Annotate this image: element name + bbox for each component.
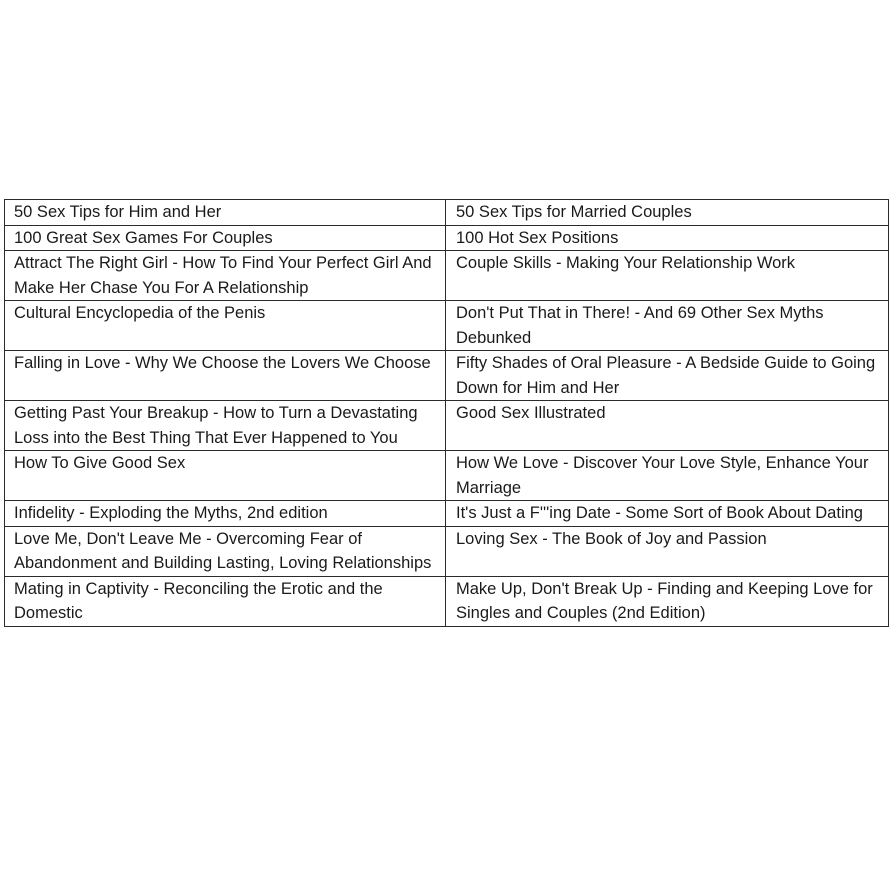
table-cell: 100 Hot Sex Positions — [446, 225, 889, 251]
table-cell: Loving Sex - The Book of Joy and Passion — [446, 526, 889, 576]
table-row — [5, 251, 889, 301]
table-row — [5, 200, 889, 226]
table-cell: Love Me, Don't Leave Me - Overcoming Fear of Abandonment and Building Lasting, Loving Relationships — [5, 526, 446, 576]
table-row — [5, 451, 889, 501]
table-cell: How To Give Good Sex — [5, 451, 446, 501]
table-row — [5, 401, 889, 451]
table-cell: Falling in Love - Why We Choose the Lovers We Choose — [5, 351, 446, 401]
table-cell: Couple Skills - Making Your Relationship Work — [446, 251, 889, 301]
table-cell: How We Love - Discover Your Love Style, Enhance Your Marriage — [446, 451, 889, 501]
table-row — [5, 225, 889, 251]
table-cell: Mating in Captivity - Reconciling the Erotic and the Domestic — [5, 576, 446, 626]
table-row — [5, 501, 889, 527]
book-title-table — [4, 199, 889, 627]
table-cell: Good Sex Illustrated — [446, 401, 889, 451]
table-cell: Infidelity - Exploding the Myths, 2nd edition — [5, 501, 446, 527]
table-cell: 50 Sex Tips for Him and Her — [5, 200, 446, 226]
table-row — [5, 526, 889, 576]
table-row — [5, 301, 889, 351]
table-cell: Cultural Encyclopedia of the Penis — [5, 301, 446, 351]
table-cell: Getting Past Your Breakup - How to Turn a Devastating Loss into the Best Thing That Ever Happened to You — [5, 401, 446, 451]
table-row — [5, 576, 889, 626]
table-cell: 100 Great Sex Games For Couples — [5, 225, 446, 251]
table-cell: Don't Put That in There! - And 69 Other Sex Myths Debunked — [446, 301, 889, 351]
table-cell: 50 Sex Tips for Married Couples — [446, 200, 889, 226]
table-cell: Fifty Shades of Oral Pleasure - A Bedside Guide to Going Down for Him and Her — [446, 351, 889, 401]
table-cell: It's Just a F'''ing Date - Some Sort of Book About Dating — [446, 501, 889, 527]
table-cell: Make Up, Don't Break Up - Finding and Keeping Love for Singles and Couples (2nd Edition) — [446, 576, 889, 626]
table-cell: Attract The Right Girl - How To Find Your Perfect Girl And Make Her Chase You For A Relationship — [5, 251, 446, 301]
table-row — [5, 351, 889, 401]
